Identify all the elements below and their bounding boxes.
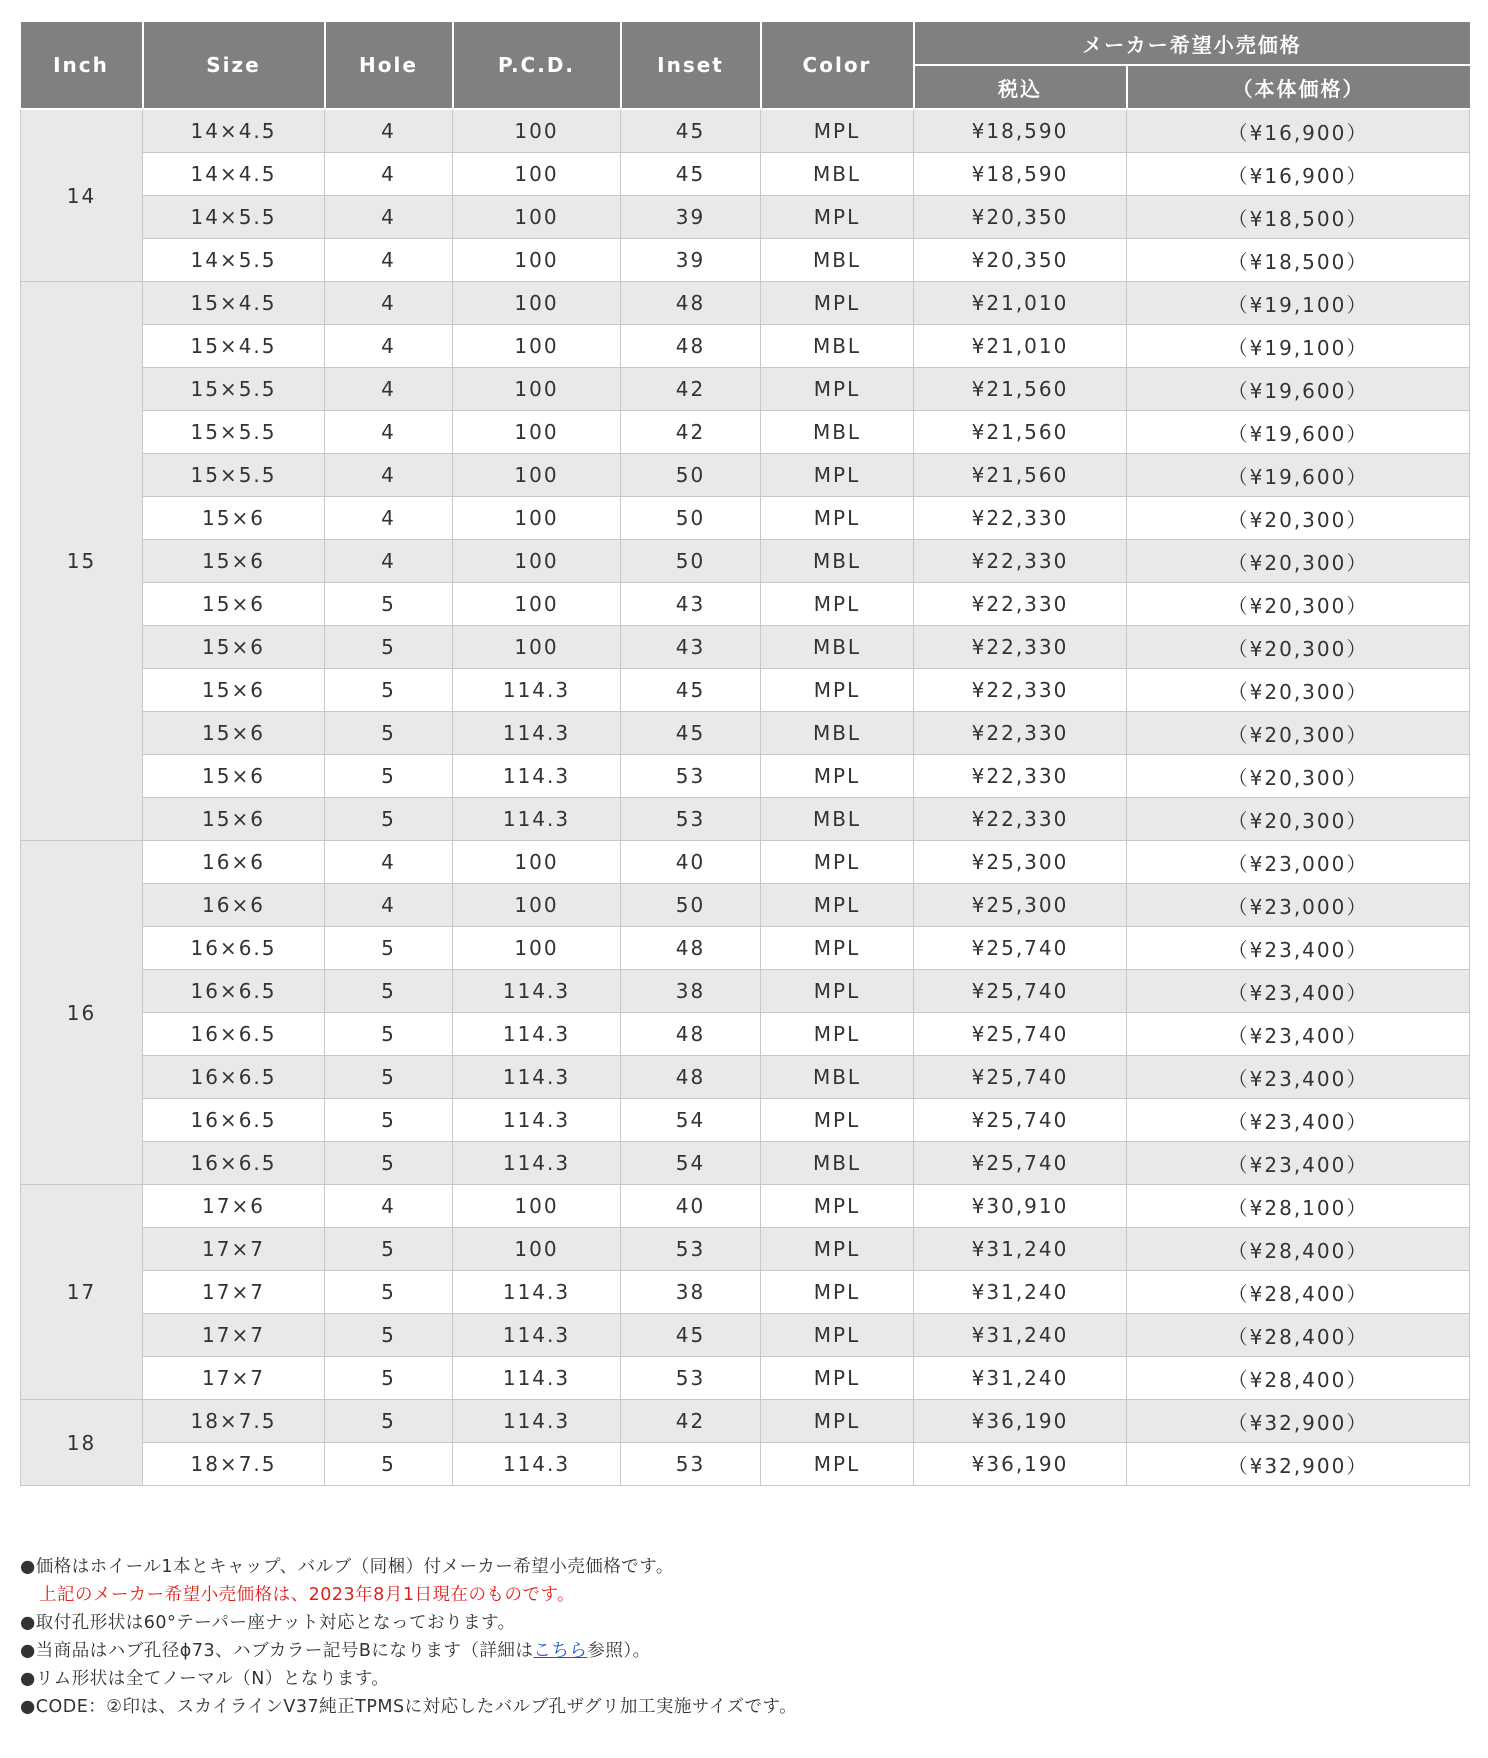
hole-cell: 4 <box>325 411 453 454</box>
color-cell: MPL <box>761 368 914 411</box>
hole-cell: 4 <box>325 239 453 282</box>
size-cell: 16×6.5 <box>143 1099 325 1142</box>
price-tax-cell: ¥22,330 <box>914 669 1127 712</box>
color-cell: MPL <box>761 1228 914 1271</box>
hole-cell: 5 <box>325 798 453 841</box>
table-row <box>21 325 1470 368</box>
color-cell: MPL <box>761 196 914 239</box>
size-cell: 15×4.5 <box>143 282 325 325</box>
size-cell: 14×4.5 <box>143 109 325 153</box>
color-cell: MPL <box>761 583 914 626</box>
hole-cell: 5 <box>325 669 453 712</box>
inset-cell: 38 <box>621 970 761 1013</box>
price-tax-cell: ¥21,560 <box>914 411 1127 454</box>
table-row <box>21 540 1470 583</box>
pcd-cell: 114.3 <box>453 1056 621 1099</box>
price-base-cell: （¥23,400） <box>1127 1013 1470 1056</box>
price-tax-cell: ¥25,740 <box>914 970 1127 1013</box>
pcd-cell: 100 <box>453 927 621 970</box>
color-cell: MBL <box>761 626 914 669</box>
price-tax-cell: ¥30,910 <box>914 1185 1127 1228</box>
inset-cell: 48 <box>621 325 761 368</box>
price-tax-cell: ¥18,590 <box>914 153 1127 196</box>
inch-cell: 15 <box>21 282 143 841</box>
price-tax-cell: ¥31,240 <box>914 1314 1127 1357</box>
price-tax-cell: ¥25,740 <box>914 1013 1127 1056</box>
pcd-cell: 100 <box>453 411 621 454</box>
color-cell: MBL <box>761 325 914 368</box>
price-tax-cell: ¥25,300 <box>914 841 1127 884</box>
inset-cell: 43 <box>621 583 761 626</box>
pcd-cell: 114.3 <box>453 798 621 841</box>
header-price-tax: 税込 <box>914 65 1127 109</box>
price-tax-cell: ¥21,560 <box>914 454 1127 497</box>
table-row <box>21 153 1470 196</box>
header-color: Color <box>761 22 914 109</box>
color-cell: MPL <box>761 1099 914 1142</box>
inch-cell: 14 <box>21 109 143 282</box>
note-price: ●価格はホイール1本とキャップ、バルブ（同梱）付メーカー希望小売価格です。 <box>20 1557 674 1577</box>
hole-cell: 5 <box>325 583 453 626</box>
price-tax-cell: ¥20,350 <box>914 239 1127 282</box>
price-base-cell: （¥19,100） <box>1127 325 1470 368</box>
table-row <box>21 1185 1470 1228</box>
note-hub-bore <box>20 1637 1469 1665</box>
pcd-cell: 114.3 <box>453 1013 621 1056</box>
color-cell: MBL <box>761 1142 914 1185</box>
price-base-cell: （¥18,500） <box>1127 196 1470 239</box>
table-row <box>21 497 1470 540</box>
note-price-date: 上記のメーカー希望小売価格は、2023年8月1日現在のものです。 <box>39 1585 576 1605</box>
price-base-cell: （¥18,500） <box>1127 239 1470 282</box>
color-cell: MPL <box>761 282 914 325</box>
inset-cell: 48 <box>621 1056 761 1099</box>
inset-cell: 53 <box>621 798 761 841</box>
note-rim-shape: ●リム形状は全てノーマル（N）となります。 <box>20 1669 390 1689</box>
size-cell: 17×7 <box>143 1228 325 1271</box>
size-cell: 16×6 <box>143 884 325 927</box>
price-tax-cell: ¥22,330 <box>914 798 1127 841</box>
color-cell: MPL <box>761 454 914 497</box>
table-row <box>21 1142 1470 1185</box>
pcd-cell: 114.3 <box>453 1314 621 1357</box>
inset-cell: 45 <box>621 1314 761 1357</box>
size-cell: 15×6 <box>143 540 325 583</box>
inset-cell: 45 <box>621 109 761 153</box>
inset-cell: 40 <box>621 1185 761 1228</box>
price-base-cell: （¥20,300） <box>1127 626 1470 669</box>
table-row <box>21 282 1470 325</box>
price-tax-cell: ¥25,740 <box>914 1056 1127 1099</box>
inset-cell: 39 <box>621 239 761 282</box>
color-cell: MPL <box>761 669 914 712</box>
table-row <box>21 626 1470 669</box>
pcd-cell: 100 <box>453 454 621 497</box>
size-cell: 15×6 <box>143 669 325 712</box>
pcd-cell: 100 <box>453 109 621 153</box>
price-base-cell: （¥19,600） <box>1127 454 1470 497</box>
inch-cell: 18 <box>21 1400 143 1486</box>
price-base-cell: （¥16,900） <box>1127 109 1470 153</box>
size-cell: 14×5.5 <box>143 196 325 239</box>
inset-cell: 50 <box>621 497 761 540</box>
price-tax-cell: ¥25,740 <box>914 1142 1127 1185</box>
table-row <box>21 583 1470 626</box>
price-base-cell: （¥23,400） <box>1127 1142 1470 1185</box>
table-row <box>21 755 1470 798</box>
inset-cell: 45 <box>621 669 761 712</box>
pcd-cell: 114.3 <box>453 755 621 798</box>
color-cell: MPL <box>761 755 914 798</box>
size-cell: 16×6.5 <box>143 1142 325 1185</box>
details-link[interactable]: こちら <box>533 1641 588 1661</box>
pcd-cell: 100 <box>453 884 621 927</box>
hole-cell: 5 <box>325 712 453 755</box>
pcd-cell: 114.3 <box>453 669 621 712</box>
color-cell: MPL <box>761 109 914 153</box>
price-base-cell: （¥20,300） <box>1127 669 1470 712</box>
hole-cell: 5 <box>325 626 453 669</box>
color-cell: MBL <box>761 1056 914 1099</box>
header-size: Size <box>143 22 325 109</box>
hole-cell: 4 <box>325 841 453 884</box>
price-tax-cell: ¥22,330 <box>914 583 1127 626</box>
inset-cell: 38 <box>621 1271 761 1314</box>
price-tax-cell: ¥31,240 <box>914 1228 1127 1271</box>
price-tax-cell: ¥22,330 <box>914 626 1127 669</box>
price-base-cell: （¥23,400） <box>1127 970 1470 1013</box>
size-cell: 16×6.5 <box>143 970 325 1013</box>
header-price-group: メーカー希望小売価格 <box>914 22 1470 65</box>
hole-cell: 4 <box>325 454 453 497</box>
header-inch: Inch <box>21 22 143 109</box>
inset-cell: 53 <box>621 1357 761 1400</box>
price-base-cell: （¥28,400） <box>1127 1314 1470 1357</box>
size-cell: 17×7 <box>143 1271 325 1314</box>
header-hole: Hole <box>325 22 453 109</box>
price-base-cell: （¥23,400） <box>1127 1099 1470 1142</box>
inset-cell: 53 <box>621 1228 761 1271</box>
color-cell: MPL <box>761 1443 914 1486</box>
pcd-cell: 100 <box>453 626 621 669</box>
table-row <box>21 1400 1470 1443</box>
price-base-cell: （¥23,400） <box>1127 1056 1470 1099</box>
price-tax-cell: ¥25,740 <box>914 927 1127 970</box>
price-tax-cell: ¥22,330 <box>914 497 1127 540</box>
table-row <box>21 196 1470 239</box>
table-row <box>21 411 1470 454</box>
hole-cell: 4 <box>325 497 453 540</box>
price-base-cell: （¥19,600） <box>1127 411 1470 454</box>
pcd-cell: 114.3 <box>453 1142 621 1185</box>
price-tax-cell: ¥18,590 <box>914 109 1127 153</box>
inset-cell: 48 <box>621 927 761 970</box>
price-base-cell: （¥19,600） <box>1127 368 1470 411</box>
price-tax-cell: ¥21,560 <box>914 368 1127 411</box>
pcd-cell: 114.3 <box>453 712 621 755</box>
size-cell: 16×6.5 <box>143 1013 325 1056</box>
hole-cell: 4 <box>325 196 453 239</box>
size-cell: 16×6 <box>143 841 325 884</box>
table-header <box>21 22 1470 109</box>
hole-cell: 5 <box>325 1142 453 1185</box>
hole-cell: 5 <box>325 1228 453 1271</box>
pcd-cell: 100 <box>453 497 621 540</box>
price-tax-cell: ¥21,010 <box>914 325 1127 368</box>
spec-table-container <box>20 22 1469 1486</box>
price-tax-cell: ¥31,240 <box>914 1357 1127 1400</box>
color-cell: MPL <box>761 1314 914 1357</box>
table-row <box>21 1314 1470 1357</box>
table-row <box>21 109 1470 153</box>
inset-cell: 40 <box>621 841 761 884</box>
table-row <box>21 669 1470 712</box>
table-row <box>21 884 1470 927</box>
color-cell: MPL <box>761 841 914 884</box>
inset-cell: 48 <box>621 1013 761 1056</box>
inset-cell: 54 <box>621 1099 761 1142</box>
table-row <box>21 712 1470 755</box>
color-cell: MPL <box>761 970 914 1013</box>
note-hub-bore-suffix: 参照）。 <box>587 1641 651 1661</box>
inset-cell: 43 <box>621 626 761 669</box>
pcd-cell: 114.3 <box>453 1443 621 1486</box>
size-cell: 15×5.5 <box>143 454 325 497</box>
price-base-cell: （¥23,400） <box>1127 927 1470 970</box>
color-cell: MPL <box>761 1400 914 1443</box>
inset-cell: 53 <box>621 755 761 798</box>
table-row <box>21 1443 1470 1486</box>
price-base-cell: （¥32,900） <box>1127 1400 1470 1443</box>
color-cell: MPL <box>761 884 914 927</box>
inset-cell: 42 <box>621 411 761 454</box>
wheel-spec-table <box>20 22 1470 1486</box>
inset-cell: 54 <box>621 1142 761 1185</box>
size-cell: 15×6 <box>143 798 325 841</box>
inset-cell: 42 <box>621 368 761 411</box>
price-tax-cell: ¥21,010 <box>914 282 1127 325</box>
hole-cell: 5 <box>325 755 453 798</box>
pcd-cell: 114.3 <box>453 970 621 1013</box>
table-row <box>21 1271 1470 1314</box>
price-tax-cell: ¥25,740 <box>914 1099 1127 1142</box>
inch-cell: 16 <box>21 841 143 1185</box>
price-base-cell: （¥32,900） <box>1127 1443 1470 1486</box>
price-tax-cell: ¥22,330 <box>914 712 1127 755</box>
pcd-cell: 100 <box>453 153 621 196</box>
color-cell: MPL <box>761 1185 914 1228</box>
inset-cell: 50 <box>621 540 761 583</box>
size-cell: 15×5.5 <box>143 368 325 411</box>
price-base-cell: （¥19,100） <box>1127 282 1470 325</box>
hole-cell: 4 <box>325 884 453 927</box>
pcd-cell: 100 <box>453 325 621 368</box>
inset-cell: 39 <box>621 196 761 239</box>
inset-cell: 45 <box>621 153 761 196</box>
size-cell: 17×7 <box>143 1314 325 1357</box>
hole-cell: 5 <box>325 1099 453 1142</box>
price-tax-cell: ¥22,330 <box>914 540 1127 583</box>
inset-cell: 42 <box>621 1400 761 1443</box>
table-row <box>21 1228 1470 1271</box>
note-nut-seat: ●取付孔形状は60°テーパー座ナット対応となっております。 <box>20 1613 516 1633</box>
size-cell: 18×7.5 <box>143 1400 325 1443</box>
color-cell: MPL <box>761 1013 914 1056</box>
size-cell: 15×6 <box>143 626 325 669</box>
table-row <box>21 454 1470 497</box>
color-cell: MBL <box>761 540 914 583</box>
color-cell: MPL <box>761 1271 914 1314</box>
pcd-cell: 100 <box>453 239 621 282</box>
table-row <box>21 1013 1470 1056</box>
pcd-cell: 100 <box>453 1185 621 1228</box>
pcd-cell: 100 <box>453 841 621 884</box>
color-cell: MBL <box>761 411 914 454</box>
hole-cell: 4 <box>325 109 453 153</box>
pcd-cell: 114.3 <box>453 1357 621 1400</box>
price-base-cell: （¥20,300） <box>1127 712 1470 755</box>
size-cell: 17×7 <box>143 1357 325 1400</box>
hole-cell: 5 <box>325 1314 453 1357</box>
size-cell: 15×6 <box>143 755 325 798</box>
pcd-cell: 114.3 <box>453 1271 621 1314</box>
price-base-cell: （¥20,300） <box>1127 583 1470 626</box>
size-cell: 16×6.5 <box>143 1056 325 1099</box>
pcd-cell: 100 <box>453 282 621 325</box>
color-cell: MBL <box>761 712 914 755</box>
size-cell: 15×6 <box>143 497 325 540</box>
hole-cell: 5 <box>325 1013 453 1056</box>
color-cell: MPL <box>761 927 914 970</box>
table-row <box>21 1099 1470 1142</box>
hole-cell: 4 <box>325 368 453 411</box>
table-row <box>21 1056 1470 1099</box>
color-cell: MBL <box>761 239 914 282</box>
pcd-cell: 100 <box>453 368 621 411</box>
size-cell: 15×5.5 <box>143 411 325 454</box>
table-row <box>21 239 1470 282</box>
price-base-cell: （¥28,400） <box>1127 1357 1470 1400</box>
price-base-cell: （¥28,400） <box>1127 1271 1470 1314</box>
table-body <box>21 109 1470 1486</box>
inch-cell: 17 <box>21 1185 143 1400</box>
size-cell: 15×6 <box>143 583 325 626</box>
price-base-cell: （¥16,900） <box>1127 153 1470 196</box>
hole-cell: 5 <box>325 927 453 970</box>
hole-cell: 5 <box>325 1443 453 1486</box>
table-row <box>21 927 1470 970</box>
price-base-cell: （¥28,400） <box>1127 1228 1470 1271</box>
color-cell: MBL <box>761 798 914 841</box>
price-tax-cell: ¥20,350 <box>914 196 1127 239</box>
price-base-cell: （¥23,000） <box>1127 884 1470 927</box>
header-pcd: P.C.D. <box>453 22 621 109</box>
price-tax-cell: ¥31,240 <box>914 1271 1127 1314</box>
size-cell: 17×6 <box>143 1185 325 1228</box>
hole-cell: 4 <box>325 153 453 196</box>
note-code: ●CODE：②印は、スカイラインV37純正TPMSに対応したバルブ孔ザグリ加工実施サイズです。 <box>20 1697 798 1717</box>
hole-cell: 5 <box>325 1400 453 1443</box>
price-base-cell: （¥20,300） <box>1127 755 1470 798</box>
inset-cell: 48 <box>621 282 761 325</box>
price-base-cell: （¥20,300） <box>1127 497 1470 540</box>
size-cell: 15×6 <box>143 712 325 755</box>
price-base-cell: （¥28,100） <box>1127 1185 1470 1228</box>
header-price-base: （本体価格） <box>1127 65 1470 109</box>
price-tax-cell: ¥22,330 <box>914 755 1127 798</box>
color-cell: MBL <box>761 153 914 196</box>
hole-cell: 4 <box>325 282 453 325</box>
price-base-cell: （¥20,300） <box>1127 798 1470 841</box>
pcd-cell: 114.3 <box>453 1099 621 1142</box>
hole-cell: 5 <box>325 1056 453 1099</box>
table-row <box>21 970 1470 1013</box>
price-base-cell: （¥23,000） <box>1127 841 1470 884</box>
pcd-cell: 114.3 <box>453 1400 621 1443</box>
inset-cell: 50 <box>621 884 761 927</box>
size-cell: 18×7.5 <box>143 1443 325 1486</box>
price-base-cell: （¥20,300） <box>1127 540 1470 583</box>
pcd-cell: 100 <box>453 196 621 239</box>
pcd-cell: 100 <box>453 540 621 583</box>
inset-cell: 50 <box>621 454 761 497</box>
hole-cell: 5 <box>325 1357 453 1400</box>
size-cell: 14×5.5 <box>143 239 325 282</box>
price-tax-cell: ¥36,190 <box>914 1400 1127 1443</box>
inset-cell: 53 <box>621 1443 761 1486</box>
note-hub-bore-text: ●当商品はハブ孔径ϕ73、ハブカラー記号Bになります（詳細は <box>20 1641 534 1661</box>
hole-cell: 4 <box>325 540 453 583</box>
pcd-cell: 100 <box>453 583 621 626</box>
color-cell: MPL <box>761 497 914 540</box>
price-tax-cell: ¥25,300 <box>914 884 1127 927</box>
inset-cell: 45 <box>621 712 761 755</box>
pcd-cell: 100 <box>453 1228 621 1271</box>
size-cell: 14×4.5 <box>143 153 325 196</box>
hole-cell: 5 <box>325 1271 453 1314</box>
table-row <box>21 1357 1470 1400</box>
table-row <box>21 841 1470 884</box>
color-cell: MPL <box>761 1357 914 1400</box>
table-row <box>21 798 1470 841</box>
size-cell: 15×4.5 <box>143 325 325 368</box>
hole-cell: 5 <box>325 970 453 1013</box>
header-inset: Inset <box>621 22 761 109</box>
notes-section <box>20 1553 1469 1721</box>
table-row <box>21 368 1470 411</box>
size-cell: 16×6.5 <box>143 927 325 970</box>
price-tax-cell: ¥36,190 <box>914 1443 1127 1486</box>
hole-cell: 4 <box>325 325 453 368</box>
hole-cell: 4 <box>325 1185 453 1228</box>
